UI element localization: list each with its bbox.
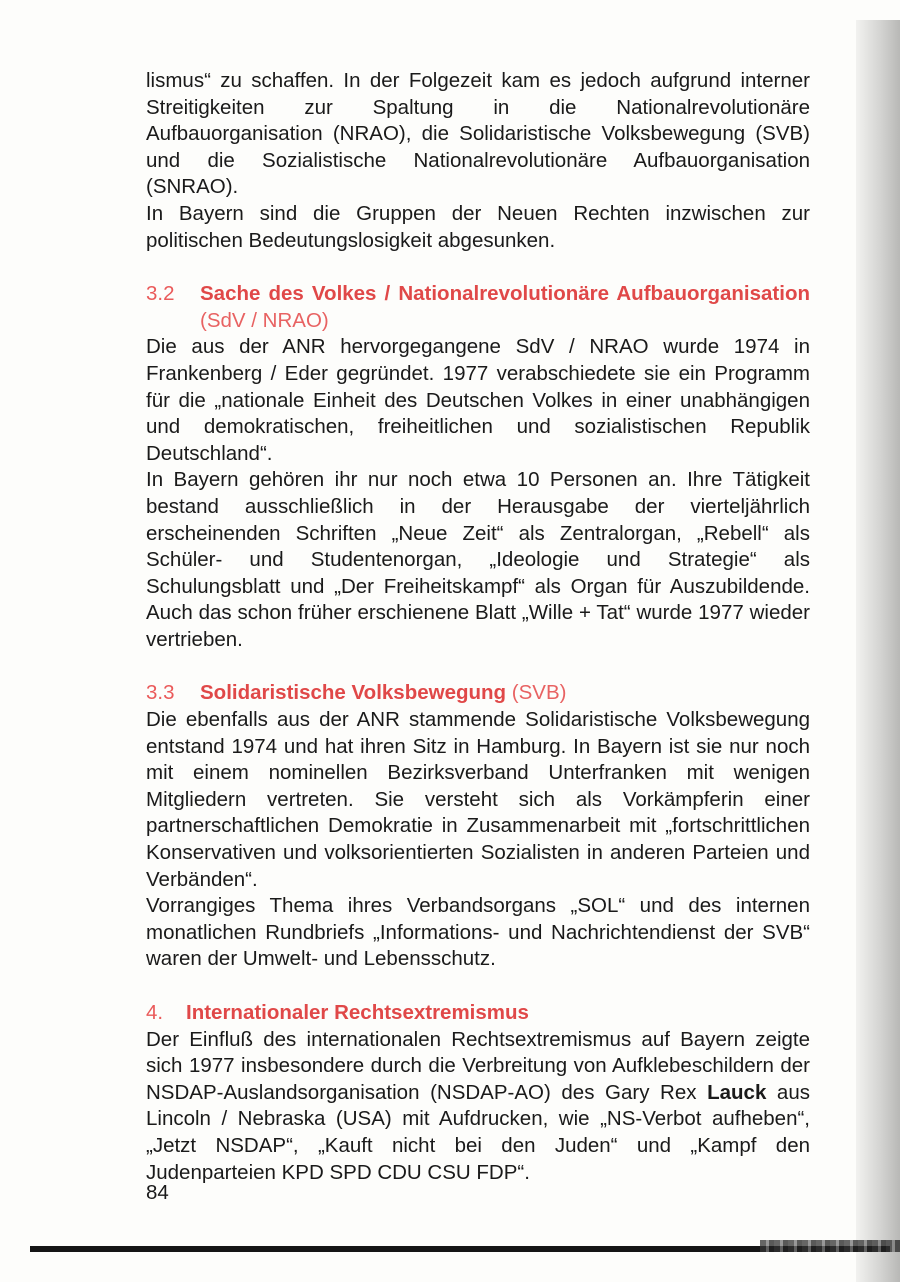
bottom-rule-scan-artifact: [760, 1240, 900, 1252]
section-4-title: Internationaler Rechtsextremismus: [186, 1001, 529, 1024]
section-3-2-abbreviation: (SdV / NRAO): [200, 308, 329, 332]
intro-paragraph-2: In Bayern sind die Gruppen der Neuen Rechten inzwischen zur politischen Bedeutungslosigkeit abgesunken.: [146, 201, 810, 252]
section-3-3-title: Solidaristische Volksbewegung: [200, 681, 507, 705]
section-3-3-paragraph-1: Die ebenfalls aus der ANR stammende Solidaristische Volksbewegung entstand 1974 und hat ihren Sitz in Hamburg. In Bayern ist sie nur noch mit einem nominellen Bezirksverband Unterfranken mit wenigen Mitgliedern vertreten. Sie versteht sich als Vorkämpferin einer partnerschaftlichen Demokratie in Zusammenarbeit mit „fortschrittlichen Konservativen und volksorientierten Sozialisten in anderen Parteien und Verbänden“.: [146, 708, 810, 891]
section-4-paragraph-1: [146, 1027, 810, 1187]
section-3-2-number: 3.2: [146, 282, 175, 306]
section-3-3-heading: [146, 680, 810, 707]
section-4-text-before: Der Einfluß des internationalen Rechtsextremismus auf Bayern zeigte sich 1977 insbesondere durch die Verbreitung von Aufklebeschildern der NSDAP-Auslandsorganisation (NSDAP-AO) des Gary Rex: [146, 1027, 810, 1104]
intro-paragraph-1: lismus“ zu schaffen. In der Folgezeit kam es jedoch aufgrund interner Streitigkeiten zur Spaltung in die Nationalrevolutionäre Aufbauorganisation (NRAO), die Solidaristische Volksbewegung (SVB) und die Sozialistische Nationalrevolutionäre Aufbauorganisation (SNRAO).: [146, 69, 810, 199]
section-4-number: 4.: [146, 1001, 164, 1024]
section-3-2-heading: [146, 281, 810, 334]
section-3-3-number: 3.3: [146, 681, 175, 705]
section-3-3-abbreviation: (SVB): [511, 681, 567, 705]
page-edge-shadow: [856, 20, 900, 1282]
section-3-2-title: Sache des Volkes / Nationalrevolutionäre Aufbauorganisation: [200, 282, 810, 306]
page-number: 84: [146, 1181, 169, 1204]
section-4-bold-name: Lauck: [707, 1080, 767, 1104]
section-4-heading: [146, 1000, 810, 1027]
page-body: [146, 68, 810, 1186]
section-3-3-paragraph-2: Vorrangiges Thema ihres Verbandsorgans „SOL“ und des internen monatlichen Rundbriefs „Informations- und Nachrichtendienst der SVB“ waren der Umwelt- und Lebensschutz.: [146, 894, 810, 971]
section-3-2-paragraph-2: In Bayern gehören ihr nur noch etwa 10 Personen an. Ihre Tätigkeit bestand ausschließlich in der Herausgabe der vierteljährlich erscheinenden Schriften „Neue Zeit“ als Zentralorgan, „Rebell“ als Schüler- und Studentenorgan, „Ideologie und Strategie“ als Schulungsblatt und „Der Freiheitskampf“ als Organ für Auszubildende. Auch das schon früher erschienene Blatt „Wille + Tat“ wurde 1977 wieder vertrieben.: [146, 468, 810, 651]
section-3-2-paragraph-1: Die aus der ANR hervorgegangene SdV / NRAO wurde 1974 in Frankenberg / Eder gegründet. 1977 verabschiedete sie ein Programm für die „nationale Einheit des Deutschen Volkes in einer unabhängigen und demokratischen, freiheitlichen und sozialistischen Republik Deutschland“.: [146, 335, 810, 465]
section-4-text-after: aus Lincoln / Nebraska (USA) mit Aufdrucken, wie „NS-Verbot aufheben“, „Jetzt NSDAP“, „Kauft nicht bei den Juden“ und „Kampf den Judenparteien KPD SPD CDU CSU FDP“.: [146, 1080, 810, 1184]
